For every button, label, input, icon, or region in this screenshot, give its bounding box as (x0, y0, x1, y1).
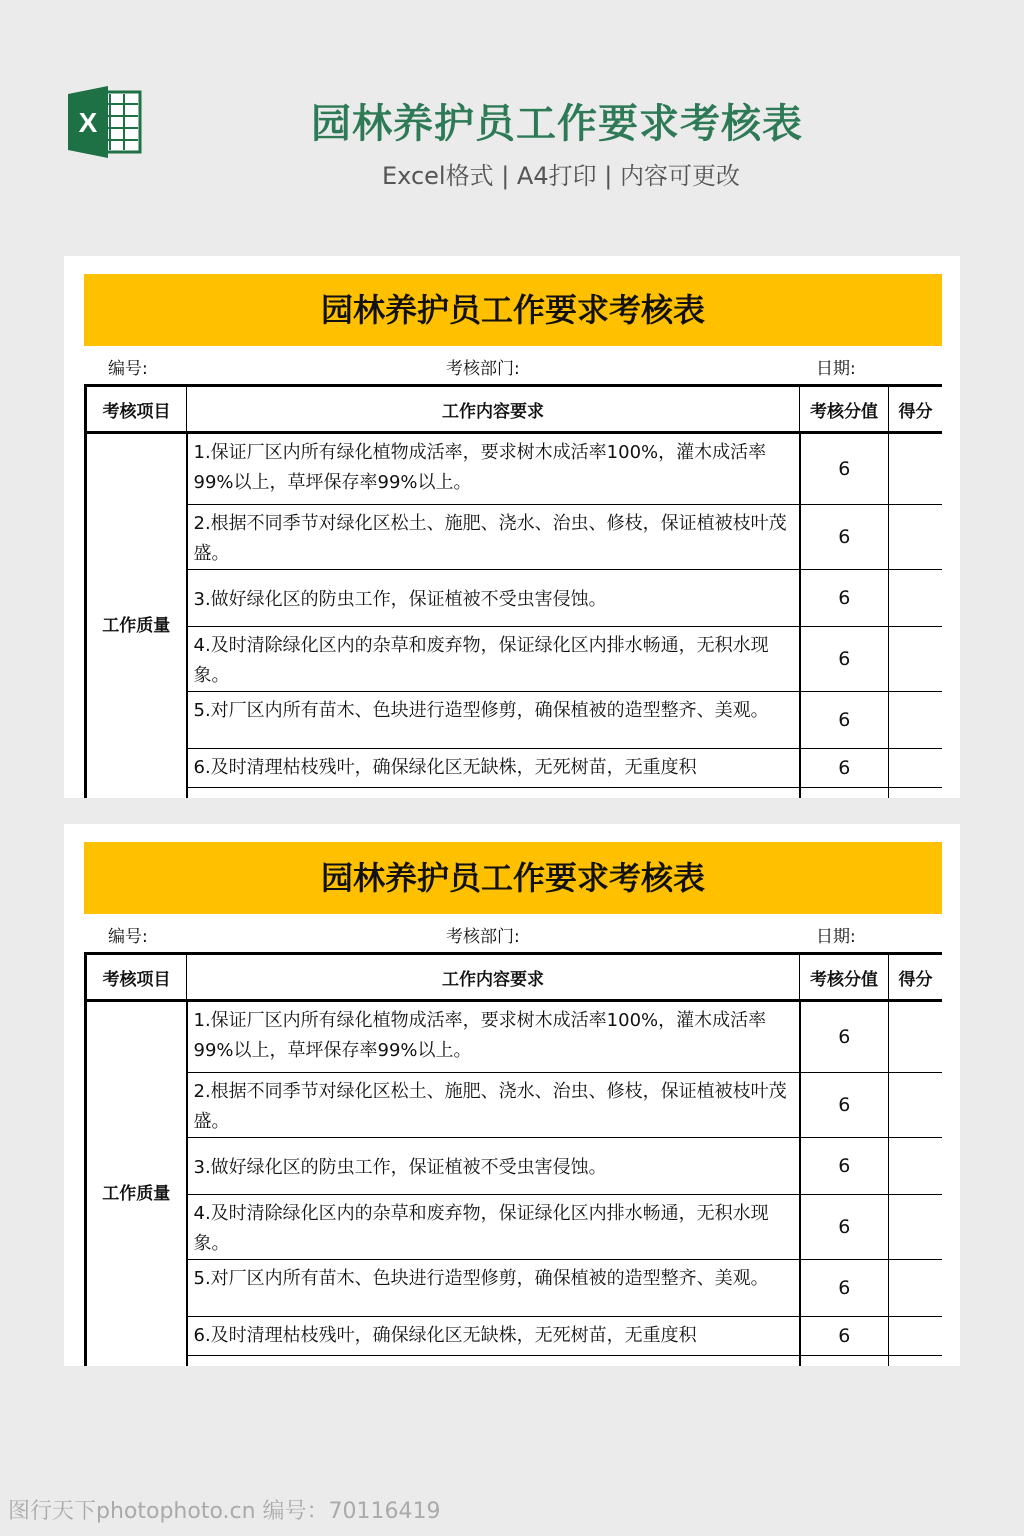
score-value: 6 (800, 692, 889, 749)
table-row (86, 1195, 943, 1260)
score-value-cut (800, 788, 889, 799)
page-header (0, 0, 1024, 240)
score-value: 6 (800, 1195, 889, 1260)
requirement-text: 3.做好绿化区的防虫工作，保证植被不受虫害侵蚀。 (187, 1138, 800, 1195)
svg-text:X: X (78, 107, 98, 138)
score-input-cell[interactable] (889, 627, 943, 692)
column-header: 考核项目 (86, 386, 187, 433)
page-title: 园林养护员工作要求考核表 (311, 101, 803, 147)
requirement-text: 1.保证厂区内所有绿化植物成活率，要求树木成活率100%，灌木成活率99%以上，草坪保存率99%以上。 (187, 1001, 800, 1073)
requirement-text: 4.及时清除绿化区内的杂草和废弃物，保证绿化区内排水畅通，无积水现象。 (187, 1195, 800, 1260)
table-row-cut (86, 1356, 943, 1367)
column-header: 考核分值 (800, 386, 889, 433)
column-header: 工作内容要求 (187, 386, 800, 433)
score-input-cell[interactable] (889, 570, 943, 627)
column-header: 考核分值 (800, 954, 889, 1001)
category-cell: 工作质量 (86, 433, 187, 799)
requirement-text: 1.保证厂区内所有绿化植物成活率，要求树木成活率100%，灌木成活率99%以上，草坪保存率99%以上。 (187, 433, 800, 505)
column-header: 考核项目 (86, 954, 187, 1001)
table-row (86, 505, 943, 570)
requirement-text: 6.及时清理枯枝残叶，确保绿化区无缺株，无死树苗，无重度积 (187, 749, 800, 788)
score-input-cell[interactable] (889, 433, 943, 505)
requirement-text-cut (187, 788, 800, 799)
category-cell: 工作质量 (86, 1001, 187, 1367)
score-value: 6 (800, 1001, 889, 1073)
department-label: 考核部门: (446, 359, 520, 379)
table-row (86, 570, 943, 627)
sheet-preview-1 (64, 256, 960, 798)
number-label: 编号: (108, 359, 148, 379)
score-value: 6 (800, 627, 889, 692)
table-row (86, 749, 943, 788)
page-subtitle: Excel格式 | A4打印 | 内容可更改 (382, 162, 740, 190)
score-value: 6 (800, 1317, 889, 1356)
score-input-cell[interactable] (889, 1195, 943, 1260)
assessment-table (84, 384, 942, 798)
number-label: 编号: (108, 927, 148, 947)
assessment-table-wrap (84, 952, 942, 1366)
table-row (86, 1001, 943, 1073)
table-header-row (86, 954, 943, 1001)
sheet-title-banner: 园林养护员工作要求考核表 (84, 842, 942, 914)
score-input-cell[interactable] (889, 505, 943, 570)
score-input-cell[interactable] (889, 1138, 943, 1195)
score-value: 6 (800, 433, 889, 505)
table-row (86, 692, 943, 749)
score-input-cell[interactable] (889, 1317, 943, 1356)
table-row (86, 1317, 943, 1356)
watermark-text: 图行天下photophoto.cn 编号：70116419 (8, 1499, 441, 1524)
score-value: 6 (800, 1073, 889, 1138)
requirement-text: 5.对厂区内所有苗木、色块进行造型修剪，确保植被的造型整齐、美观。 (187, 1260, 800, 1317)
sheet-preview-2 (64, 824, 960, 1366)
requirement-text: 2.根据不同季节对绿化区松土、施肥、浇水、治虫、修枝，保证植被枝叶茂盛。 (187, 505, 800, 570)
score-input-cell[interactable] (889, 749, 943, 788)
score-value-cut (800, 1356, 889, 1367)
score-input-cell[interactable] (889, 788, 943, 799)
column-header: 工作内容要求 (187, 954, 800, 1001)
requirement-text: 6.及时清理枯枝残叶，确保绿化区无缺株，无死树苗，无重度积 (187, 1317, 800, 1356)
score-value: 6 (800, 1138, 889, 1195)
score-input-cell[interactable] (889, 1073, 943, 1138)
score-value: 6 (800, 570, 889, 627)
table-row (86, 433, 943, 505)
table-row (86, 627, 943, 692)
score-input-cell[interactable] (889, 1260, 943, 1317)
date-label: 日期: (816, 927, 856, 947)
requirement-text-cut (187, 1356, 800, 1367)
score-value: 6 (800, 505, 889, 570)
requirement-text: 4.及时清除绿化区内的杂草和废弃物，保证绿化区内排水畅通，无积水现象。 (187, 627, 800, 692)
requirement-text: 3.做好绿化区的防虫工作，保证植被不受虫害侵蚀。 (187, 570, 800, 627)
date-label: 日期: (816, 359, 856, 379)
table-row (86, 1073, 943, 1138)
sheet-title-banner: 园林养护员工作要求考核表 (84, 274, 942, 346)
table-row (86, 1138, 943, 1195)
score-input-cell[interactable] (889, 1001, 943, 1073)
score-input-cell[interactable] (889, 1356, 943, 1367)
table-row (86, 1260, 943, 1317)
score-value: 6 (800, 1260, 889, 1317)
requirement-text: 5.对厂区内所有苗木、色块进行造型修剪，确保植被的造型整齐、美观。 (187, 692, 800, 749)
department-label: 考核部门: (446, 927, 520, 947)
table-row-cut (86, 788, 943, 799)
column-header: 得分 (889, 386, 943, 433)
table-header-row (86, 386, 943, 433)
score-input-cell[interactable] (889, 692, 943, 749)
score-value: 6 (800, 749, 889, 788)
assessment-table (84, 952, 942, 1366)
requirement-text: 2.根据不同季节对绿化区松土、施肥、浇水、治虫、修枝，保证植被枝叶茂盛。 (187, 1073, 800, 1138)
assessment-table-wrap (84, 384, 942, 798)
column-header: 得分 (889, 954, 943, 1001)
